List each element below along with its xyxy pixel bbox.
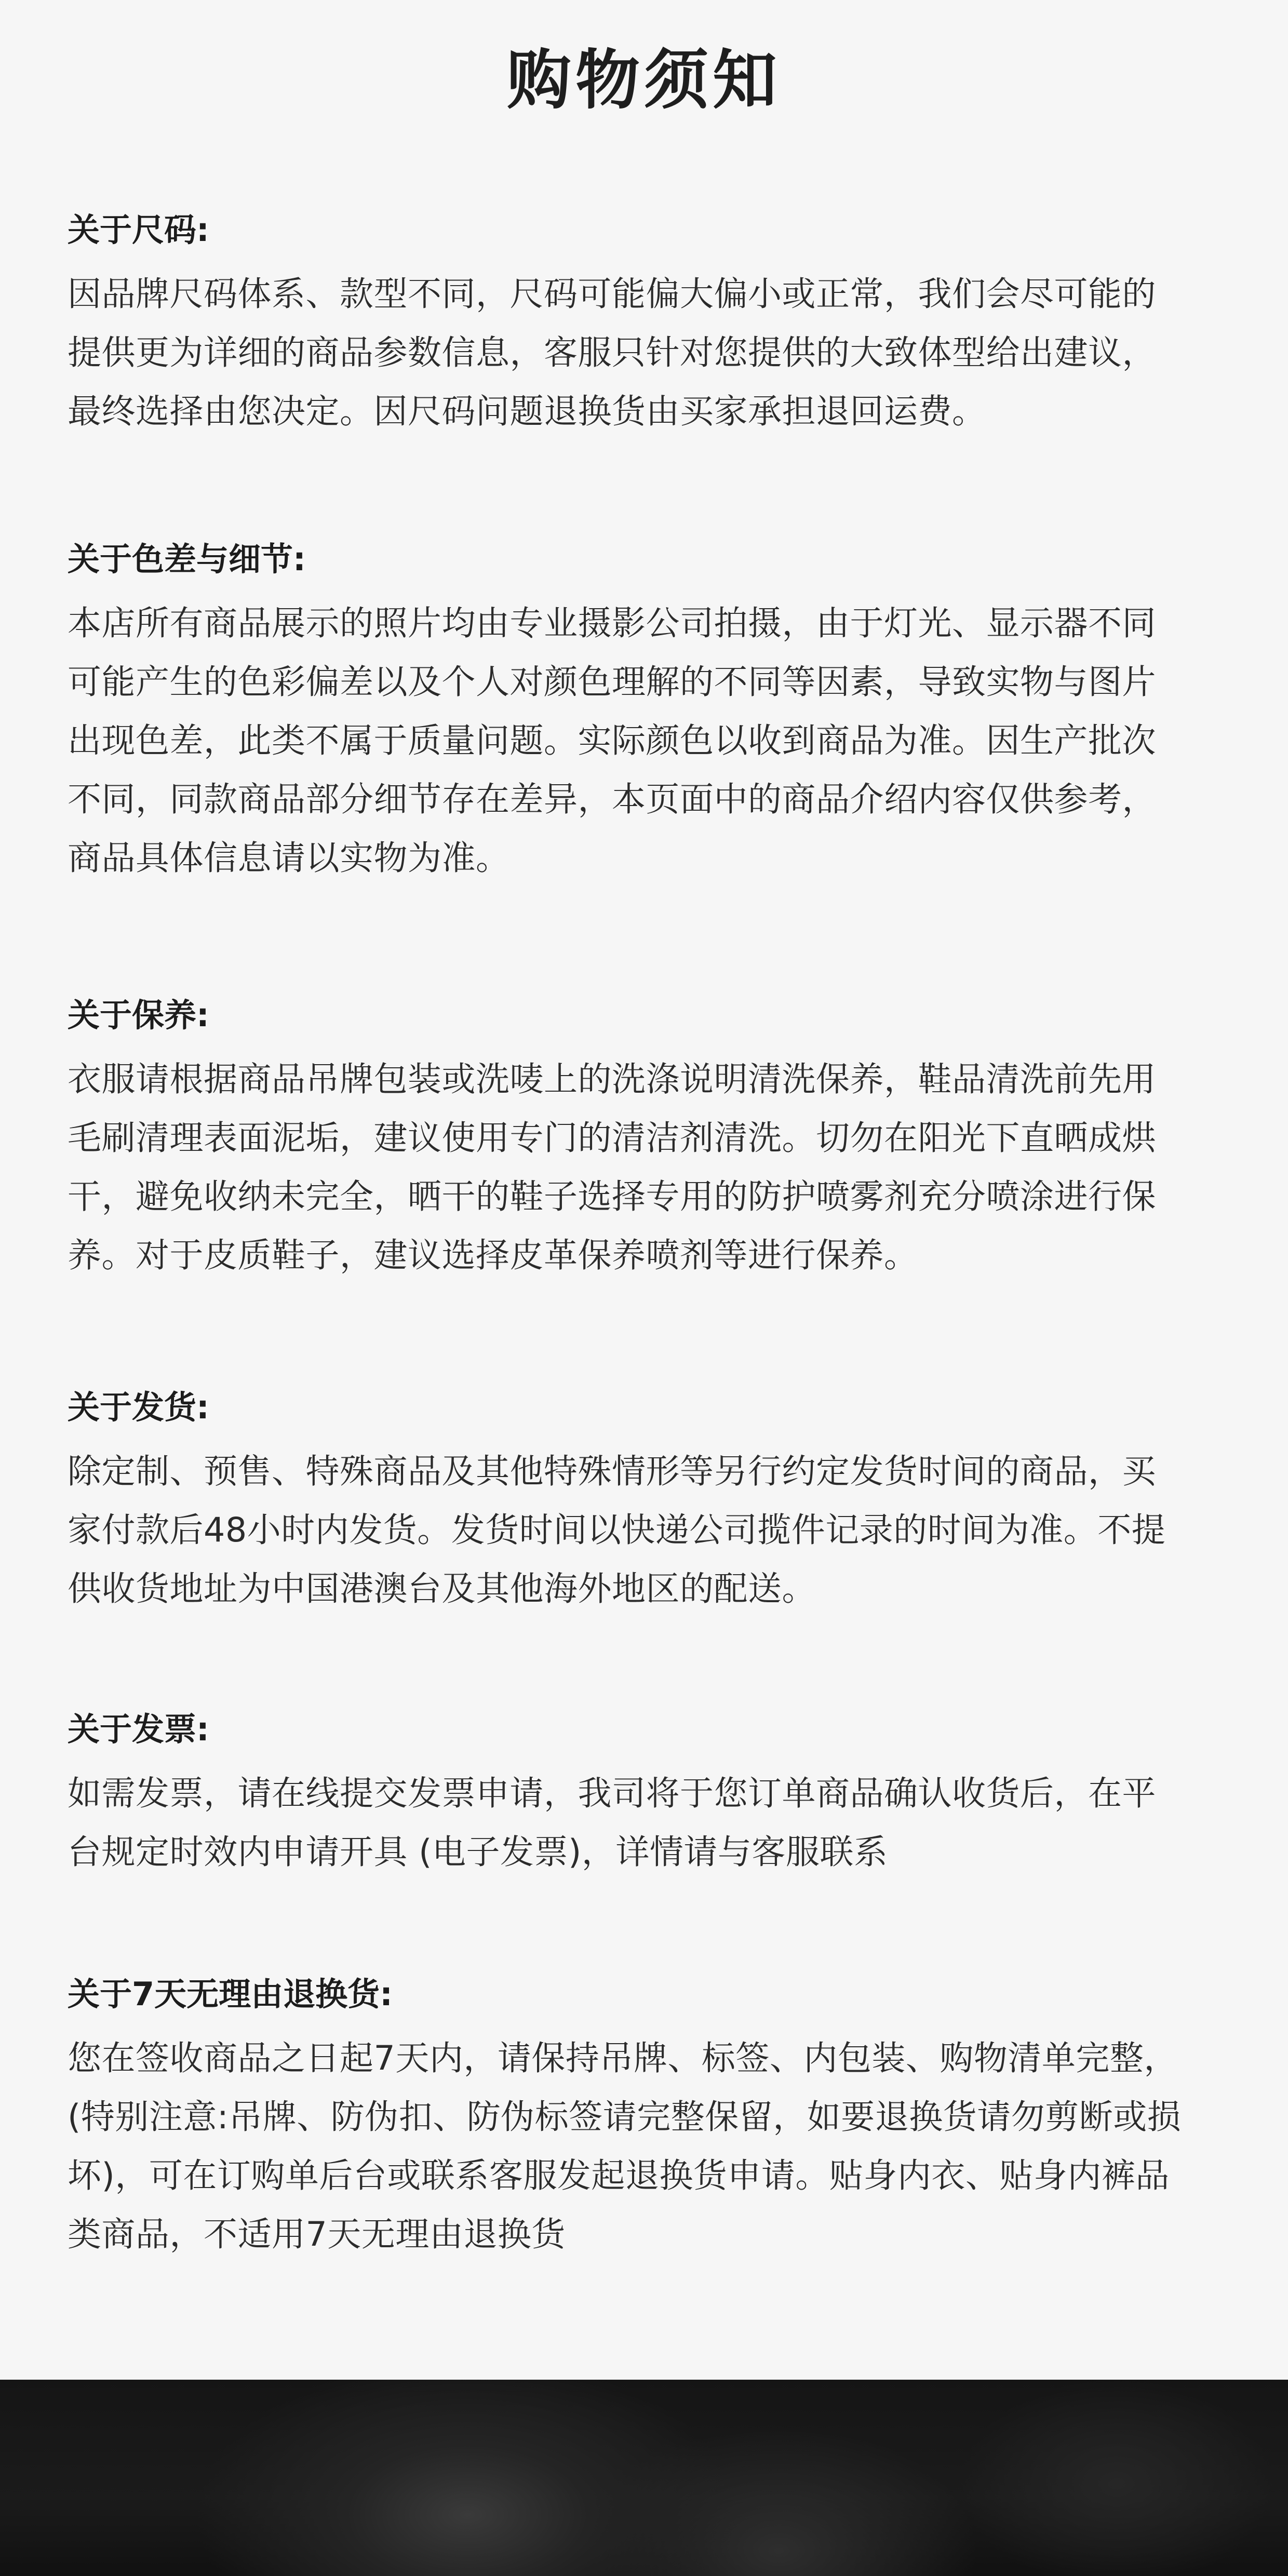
section-heading: 关于保养: bbox=[68, 996, 209, 1034]
section-body bbox=[68, 1764, 1226, 1882]
section-line: 毛刷清理表面泥垢，建议使用专门的清洁剂清洗。切勿在阳光下直晒成烘 bbox=[68, 1119, 1157, 1158]
section-shipping bbox=[68, 1384, 1226, 1618]
section-line: 因品牌尺码体系、款型不同，尺码可能偏大偏小或正常，我们会尽可能的 bbox=[68, 275, 1157, 314]
section-heading: 关于尺码: bbox=[68, 211, 209, 249]
section-body bbox=[68, 1442, 1226, 1618]
section-color-detail bbox=[68, 536, 1226, 888]
section-line: 养。对于皮质鞋子，建议选择皮革保养喷剂等进行保养。 bbox=[68, 1236, 918, 1275]
section-line: 供收货地址为中国港澳台及其他海外地区的配送。 bbox=[68, 1569, 816, 1608]
section-body bbox=[68, 1050, 1226, 1285]
section-heading: 关于发票: bbox=[68, 1710, 209, 1748]
section-heading: 关于7天无理由退换货: bbox=[68, 1975, 393, 2013]
section-line: 干，避免收纳未完全，晒干的鞋子选择专用的防护喷雾剂充分喷涂进行保 bbox=[68, 1177, 1157, 1216]
section-line: 类商品，不适用7天无理由退换货 bbox=[68, 2215, 566, 2254]
section-line: 家付款后48小时内发货。发货时间以快递公司揽件记录的时间为准。不提 bbox=[68, 1511, 1166, 1550]
section-line: 提供更为详细的商品参数信息，客服只针对您提供的大致体型给出建议， bbox=[68, 333, 1157, 372]
section-heading: 关于色差与细节: bbox=[68, 540, 306, 578]
section-line: 您在签收商品之日起7天内，请保持吊牌、标签、内包装、购物清单完整， bbox=[68, 2039, 1178, 2078]
section-line: 本店所有商品展示的照片均由专业摄影公司拍摄，由于灯光、显示器不同 bbox=[68, 604, 1157, 643]
product-photo-strip bbox=[0, 2380, 1288, 2576]
section-line: 除定制、预售、特殊商品及其他特殊情形等另行约定发货时间的商品，买 bbox=[68, 1452, 1157, 1491]
section-line: 如需发票，请在线提交发票申请，我司将于您订单商品确认收货后，在平 bbox=[68, 1774, 1157, 1813]
page-title: 购物须知 bbox=[506, 43, 781, 118]
section-line: 最终选择由您决定。因尺码问题退换货由买家承担退回运费。 bbox=[68, 392, 986, 431]
section-invoice bbox=[68, 1706, 1226, 1882]
section-size bbox=[68, 207, 1226, 441]
section-line: 不同，同款商品部分细节存在差异，本页面中的商品介绍内容仅供参考， bbox=[68, 780, 1157, 819]
section-body bbox=[68, 265, 1226, 441]
section-line: 坏)，可在订购单后台或联系客服发起退换货申请。贴身内衣、贴身内裤品 bbox=[68, 2156, 1170, 2195]
section-line: 衣服请根据商品吊牌包装或洗唛上的洗涤说明清洗保养，鞋品清洗前先用 bbox=[68, 1060, 1157, 1099]
section-line: 台规定时效内申请开具 (电子发票)，详情请与客服联系 bbox=[68, 1833, 888, 1872]
section-heading: 关于发货: bbox=[68, 1388, 209, 1426]
section-7-day-return bbox=[68, 1971, 1226, 2264]
section-line: 出现色差，此类不属于质量问题。实际颜色以收到商品为准。因生产批次 bbox=[68, 721, 1157, 760]
section-line: 商品具体信息请以实物为准。 bbox=[68, 839, 510, 878]
section-line: 可能产生的色彩偏差以及个人对颜色理解的不同等因素，导致实物与图片 bbox=[68, 663, 1157, 702]
section-body bbox=[68, 594, 1226, 888]
section-body bbox=[68, 2029, 1226, 2264]
section-care bbox=[68, 992, 1226, 1285]
section-line: (特别注意:吊牌、防伪扣、防伪标签请完整保留，如要退换货请勿剪断或损 bbox=[68, 2098, 1182, 2137]
